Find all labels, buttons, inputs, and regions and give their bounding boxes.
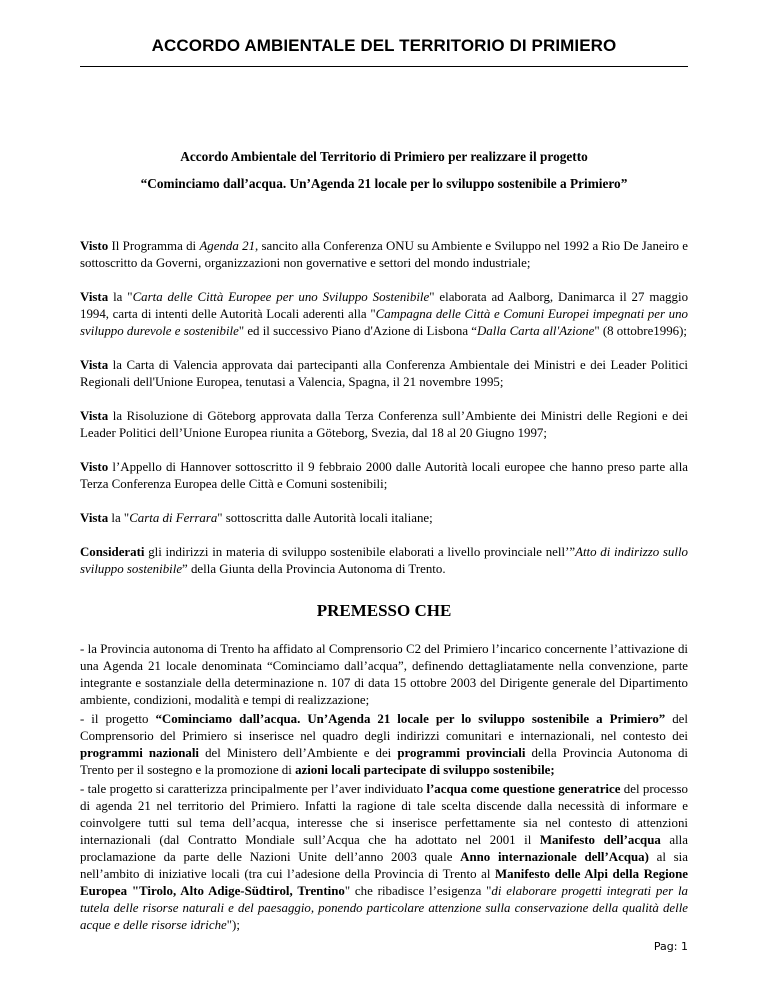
text: al sia nell’ambito di iniziative locali (tra cui l’adesione della Provincia di Trento al (80, 850, 688, 881)
bold-text: programmi nazionali (80, 746, 200, 760)
text: " elaborata ad Aalborg, Danimarca il 27 maggio 1994, carta di intenti delle Autorità Locali aderenti alla " (80, 290, 689, 321)
text: del processo di agenda 21 nel territorio del Primiero. Infatti la ragione di tale scelta discende dalla necessità di informare e coinvolgere tutti sul tema dell’acqua, interesse che si inserisce perfettamente sia nel contesto di attenzioni internazionali (dal Contratto Mondiale sull’Acqua che ha adottato nel 2001 il (80, 782, 688, 847)
text: la " (108, 290, 133, 304)
bold-text: Manifesto delle Alpi della Regione Europea "Tirolo, Alto Adige-Südtirol, Trentino (80, 867, 688, 898)
italic-text: Carta di Ferrara (129, 511, 218, 525)
running-header-title: ACCORDO AMBIENTALE DEL TERRITORIO DI PRIMIERO (151, 36, 617, 55)
vista-ferrara-paragraph (80, 510, 688, 527)
keyword: Vista (80, 358, 109, 372)
italic-text: Carta delle Città Europee per uno Sviluppo Sostenibile (132, 290, 430, 304)
text: - tale progetto si caratterizza principalmente per l’aver individuato (80, 782, 427, 796)
text: " sottoscritta dalle Autorità locali italiane; (217, 511, 433, 525)
bold-text: Manifesto dell’acqua (539, 833, 661, 847)
text: l’Appello di Hannover sottoscritto il 9 febbraio 2000 dalle Autorità locali europee che hanno preso parte alla Terza Conferenza Europea delle Città e Comuni sostenibili; (80, 460, 688, 491)
text: Il Programma di (108, 239, 200, 253)
document-title-block (80, 148, 688, 192)
vista-aalborg-paragraph (80, 289, 688, 340)
visto-agenda21-paragraph (80, 238, 688, 272)
bold-text: Anno internazionale dell’Acqua) (460, 850, 649, 864)
text: " (8 ottobre1996); (594, 324, 687, 338)
text: - il progetto (80, 712, 156, 726)
text: alla proclamazione da parte delle Nazioni Unite dell’anno 2003 quale (80, 833, 688, 864)
header-rule (80, 66, 688, 67)
visto-hannover-paragraph (80, 459, 688, 493)
keyword: Vista (80, 409, 109, 423)
considerati-paragraph (80, 544, 688, 578)
vista-goteborg-paragraph (80, 408, 688, 442)
text: del Comprensorio del Primiero si inserisce nel quadro degli indirizzi comunitari e internazionali, nel contesto dei (80, 712, 688, 743)
keyword: Vista (80, 511, 109, 525)
bold-text: “Cominciamo dall’acqua. Un’Agenda 21 locale per lo sviluppo sostenibile a Primiero” (155, 712, 666, 726)
text: la " (108, 511, 130, 525)
text: gli indirizzi in materia di sviluppo sostenibile elaborati a livello provinciale nell’” (144, 545, 576, 559)
document-body (80, 148, 688, 936)
bold-text: programmi provinciali (397, 746, 526, 760)
text: la Risoluzione di Göteborg approvata dalla Terza Conferenza sull’Ambiente dei Ministri delle Regioni e dei Leader Politici dell’Unione Europea riunita a Göteborg, Svezia, dal 18 al 20 Giugno 1997; (80, 409, 688, 440)
text: ” della Giunta della Provincia Autonoma di Trento. (182, 562, 446, 576)
document-title-line-1: Accordo Ambientale del Territorio di Primiero per realizzare il progetto (180, 149, 588, 164)
vista-valencia-paragraph (80, 357, 688, 391)
text: " ed il successivo Piano d'Azione di Lisbona “ (238, 324, 477, 338)
text: " che ribadisce l’esigenza " (344, 884, 492, 898)
text: , sancito alla Conferenza ONU su Ambiente e Sviluppo nel 1992 a Rio De Janeiro e sottoscritto da Governi, organizzazioni non governative e settori del mondo industriale; (80, 239, 688, 270)
keyword: Considerati (80, 545, 145, 559)
bold-text: azioni locali partecipate di sviluppo sostenibile; (295, 763, 555, 777)
text: "); (226, 918, 240, 932)
italic-text: Atto di indirizzo sullo sviluppo sostenibile (80, 545, 688, 576)
keyword: Visto (80, 239, 109, 253)
section-heading-premesso: PREMESSO CHE (316, 601, 452, 620)
italic-text: Campagna delle Città e Comuni Europei impegnati per uno sviluppo durevole e sostenibile (80, 307, 688, 338)
text: della Provincia Autonoma di Trento per il sostegno e la promozione di (80, 746, 688, 777)
keyword: Vista (80, 290, 109, 304)
premesso-paragraph-2 (80, 711, 688, 779)
text: la Carta di Valencia approvata dai partecipanti alla Conferenza Ambientale dei Ministri e dei Leader Politici Regionali dell'Unione Europea, tenutasi a Valencia, Spagna, il 21 novembre 1995; (80, 358, 688, 389)
italic-text: Agenda 21 (199, 239, 256, 253)
premesso-paragraph-3 (80, 781, 688, 934)
italic-text: Dalla Carta all'Azione (476, 324, 595, 338)
keyword: Visto (80, 460, 109, 474)
text: - la Provincia autonoma di Trento ha affidato al Comprensorio C2 del Primiero l’incarico concernente l’attivazione di una Agenda 21 locale denominata “Cominciamo dall’acqua”, definendo dettagliatamente nella convenzione, parte integrante e sostanziale della determinazione n. 107 di data 15 ottobre 2003 del Dirigente generale del Dipartimento ambiente, condizioni, modalità e tempi di realizzazione; (80, 642, 688, 707)
document-title-line-2: “Cominciamo dall’acqua. Un’Agenda 21 locale per lo sviluppo sostenibile a Primiero” (140, 176, 628, 191)
bold-text: l’acqua come questione generatrice (426, 782, 621, 796)
text: del Ministero dell’Ambiente e dei (199, 746, 398, 760)
premesso-paragraph-1 (80, 641, 688, 709)
italic-text: di elaborare progetti integrati per la tutela delle risorse naturali e del paesaggio, ponendo particolare attenzione sulla conservazione della qualità delle acque e delle risorse idriche (80, 884, 688, 932)
page-number: Pag: 1 (653, 940, 688, 953)
